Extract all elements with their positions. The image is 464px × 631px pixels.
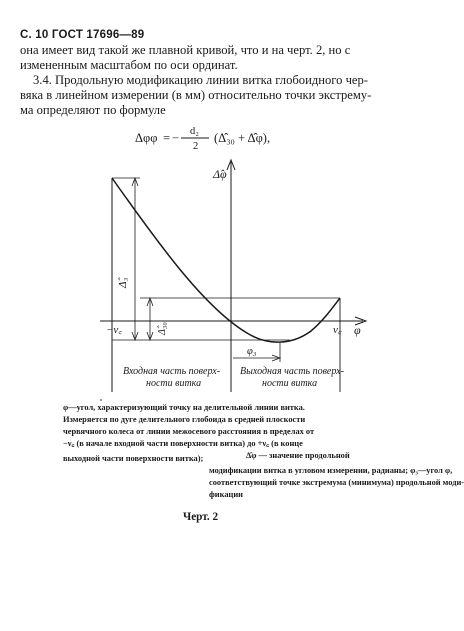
formula-equals: = <box>163 131 171 145</box>
note-line: Δ̂φ — значение продольной <box>246 451 350 460</box>
paragraph-line: 3.4. Продольную модификацию линии витка глобоидного чер- <box>33 73 368 87</box>
paragraph-line: ма определяют по формуле <box>20 103 166 117</box>
formula-paren: (Δ̂₃₀ + Δ̂φ), <box>214 131 271 145</box>
formula-numerator: d₂ <box>190 126 199 137</box>
stray-mark <box>100 399 102 401</box>
page-header: С. 10 ГОСТ 17696—89 <box>20 29 145 41</box>
dim-label-small: Δ̂₃₀ <box>157 322 168 335</box>
figure-caption: Черт. 2 <box>183 511 219 523</box>
phi-s-label: φ₃ <box>247 346 257 357</box>
outlet-label: Выходная часть поверх- <box>240 366 344 377</box>
paragraph-line: вяка в линейном измерении (в мм) относительно точки экстрему- <box>20 88 372 102</box>
modification-curve <box>112 178 340 342</box>
inlet-label: Входная часть поверх- <box>123 366 221 377</box>
x-axis-label: φ <box>354 323 361 337</box>
note-line: фикации <box>209 490 243 499</box>
outlet-label: ности витка <box>262 378 318 389</box>
note-line: червячного колеса от линии межосевого расстояния в пределах от <box>63 427 315 436</box>
note-line: соответствующий точке экстремума (минимума) продольной моди- <box>209 478 464 487</box>
note-line: φ—угол, характеризующий точку на делительной линии витка. <box>63 403 305 412</box>
paragraph-line: измененным масштабом по оси ординат. <box>20 58 238 72</box>
right-tick-label: ν꜀ <box>333 324 342 336</box>
dim-label-big: Δ̂₃ <box>117 277 129 288</box>
inlet-label: ности витка <box>146 378 202 389</box>
paragraph-line: она имеет вид такой же плавной кривой, что и на черт. 2, но с <box>20 43 351 57</box>
note-line: модификации витка в угловом измерении, радианы; φ₃—угол φ, <box>209 466 453 475</box>
note-line: выходной части поверхности витка); <box>63 454 204 463</box>
formula-denominator: 2 <box>193 141 199 152</box>
note-line: Измеряется по дуге делительного глобоида в средней плоскости <box>63 415 306 424</box>
formula-minus: − <box>172 131 180 145</box>
note-line: −ν꜀ (в начале входной части поверхности витка) до +ν꜀ (в конце <box>63 439 303 448</box>
y-axis-label: Δ̂φ <box>213 167 227 181</box>
formula-lhs: Δφφ <box>135 131 158 145</box>
left-tick-label: −ν꜀ <box>106 324 123 336</box>
